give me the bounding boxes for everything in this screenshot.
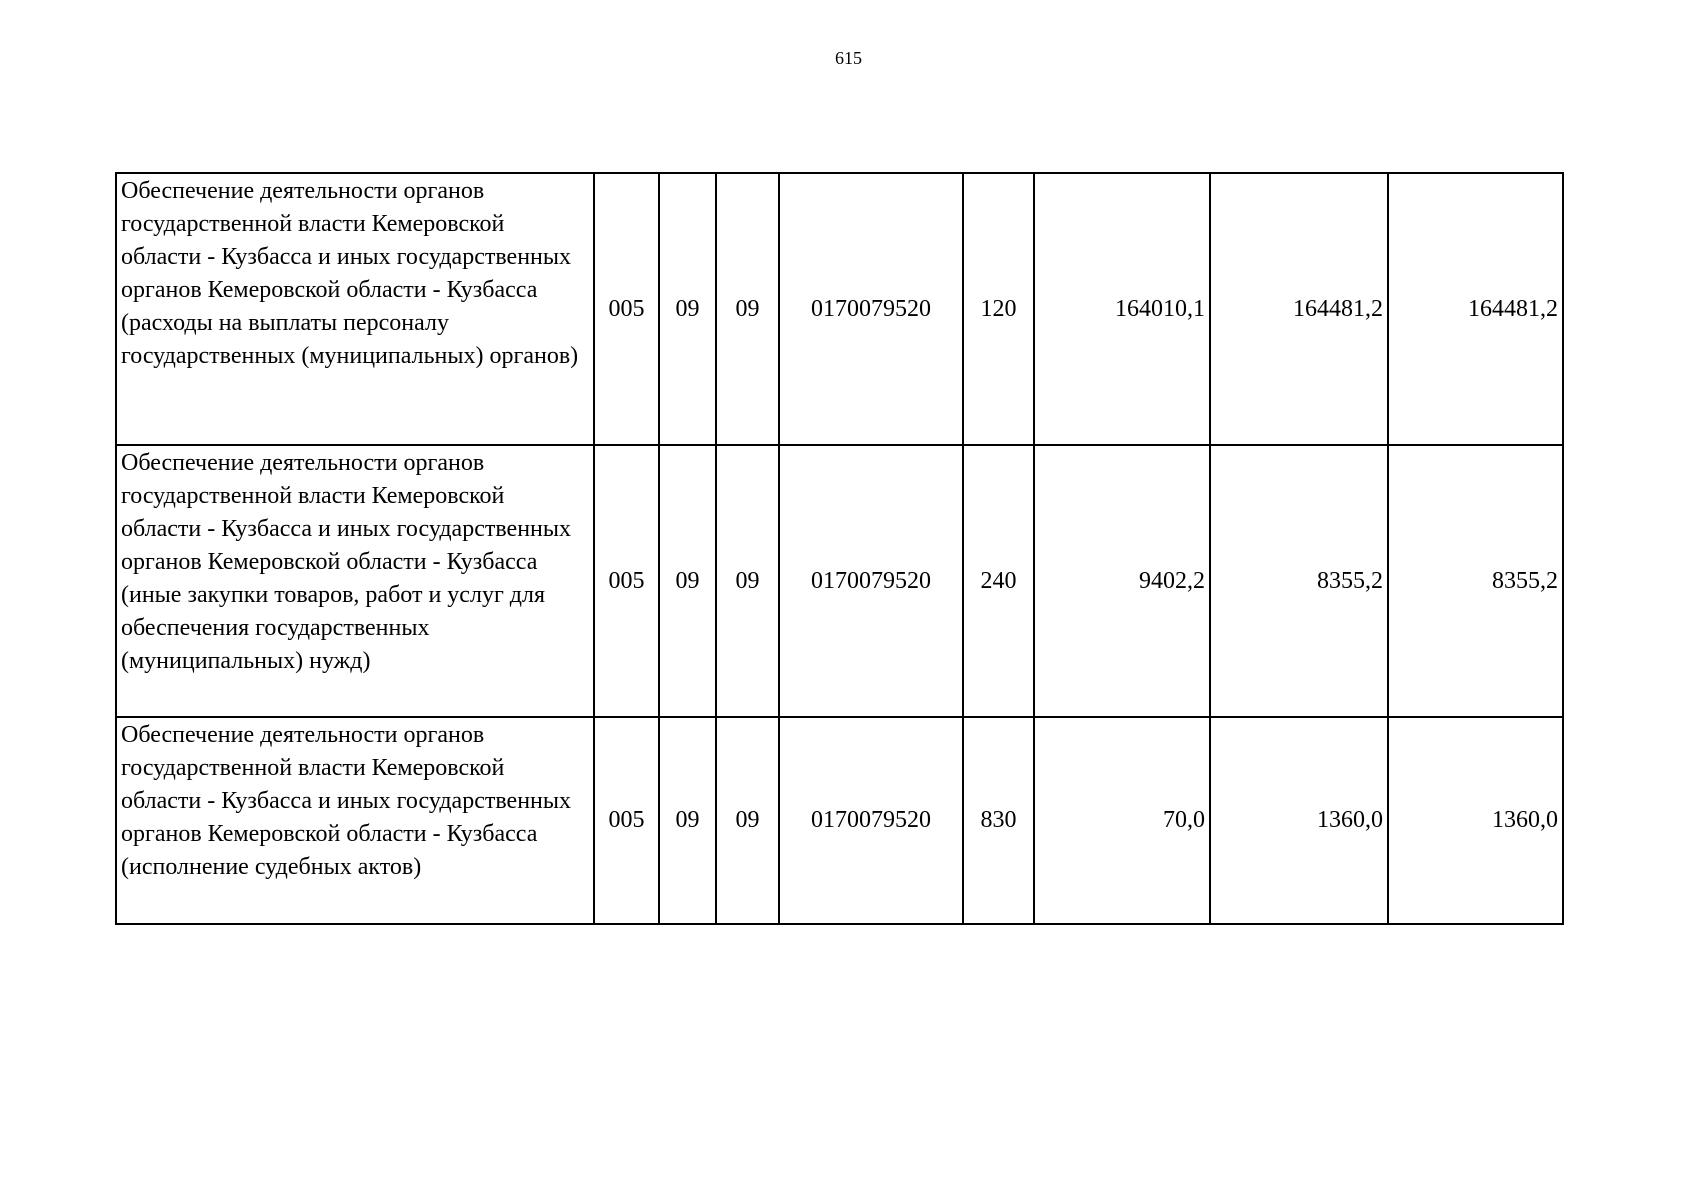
amount-1: 164010,1 <box>1034 173 1210 445</box>
amount-1: 9402,2 <box>1034 445 1210 717</box>
section-code: 09 <box>659 173 716 445</box>
row-description: Обеспечение деятельности органов государственной власти Кемеровской области - Кузбасса и иных государственных органов Кемеровской области - Кузбасса (исполнение судебных актов) <box>116 717 594 924</box>
subsection-code: 09 <box>716 445 779 717</box>
amount-3: 1360,0 <box>1388 717 1563 924</box>
subsection-code: 09 <box>716 173 779 445</box>
table-row <box>116 445 1563 717</box>
amount-2: 8355,2 <box>1210 445 1388 717</box>
ministry-code: 005 <box>594 173 659 445</box>
ministry-code: 005 <box>594 717 659 924</box>
target-article-code: 0170079520 <box>779 173 963 445</box>
ministry-code: 005 <box>594 445 659 717</box>
expense-type-code: 120 <box>963 173 1034 445</box>
row-description: Обеспечение деятельности органов государственной власти Кемеровской области - Кузбасса и иных государственных органов Кемеровской области - Кузбасса (расходы на выплаты персоналу государственных (муниципальных) органов) <box>116 173 594 445</box>
expense-type-code: 830 <box>963 717 1034 924</box>
subsection-code: 09 <box>716 717 779 924</box>
amount-2: 164481,2 <box>1210 173 1388 445</box>
amount-1: 70,0 <box>1034 717 1210 924</box>
table-row <box>116 717 1563 924</box>
amount-3: 8355,2 <box>1388 445 1563 717</box>
expense-type-code: 240 <box>963 445 1034 717</box>
target-article-code: 0170079520 <box>779 717 963 924</box>
page-number: 615 <box>835 48 862 68</box>
table-row <box>116 173 1563 445</box>
section-code: 09 <box>659 717 716 924</box>
amount-2: 1360,0 <box>1210 717 1388 924</box>
target-article-code: 0170079520 <box>779 445 963 717</box>
row-description: Обеспечение деятельности органов государственной власти Кемеровской области - Кузбасса и иных государственных органов Кемеровской области - Кузбасса (иные закупки товаров, работ и услуг для обеспечения государственных (муниципальных) нужд) <box>116 445 594 717</box>
section-code: 09 <box>659 445 716 717</box>
budget-table <box>115 172 1564 925</box>
amount-3: 164481,2 <box>1388 173 1563 445</box>
